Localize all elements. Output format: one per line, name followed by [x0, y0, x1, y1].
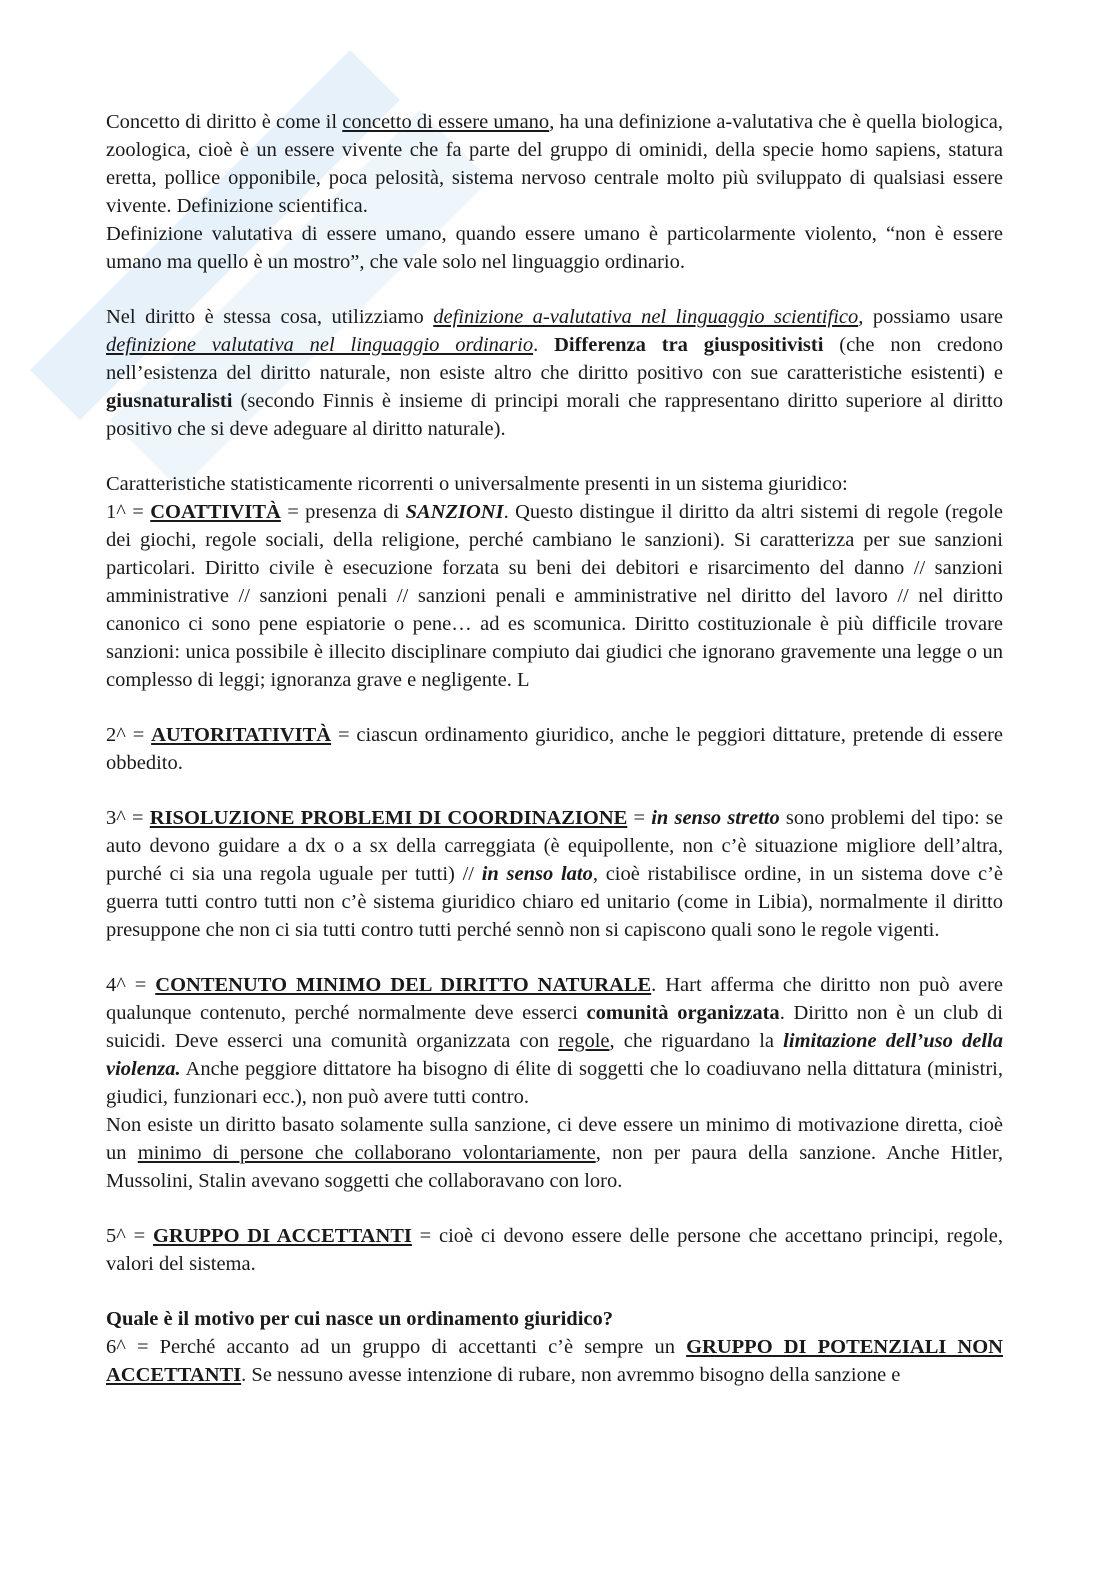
heading-contenuto-minimo: CONTENUTO MINIMO DEL DIRITTO NATURALE: [155, 974, 652, 996]
paragraph-9: Non esiste un diritto basato solamente sulla sanzione, ci deve essere un minimo di motivazione diretta, cioè un minimo di persone che collaborano volontariamente, non per paura della sanzione. Anche Hitler, Mussolini, Stalin avevano soggetti che collaboravano con loro.: [106, 1114, 1003, 1192]
characteristic-1: 1^ = COATTIVITÀ = presenza di SANZIONI. Questo distingue il diritto da altri sistemi di regole (regole dei giochi, regole sociali, della religione, perché cambiano le sanzioni). Si caratterizza per sue sanzioni particolari. Diritto civile è esecuzione forzata su beni dei debitori e risarcimento del danno // sanzioni amministrative // sanzioni penali // sanzioni penali e amministrative nel diritto del lavoro // nel diritto canonico ci sono pene espiatorie o pene… ad es scomunica. Diritto costituzionale è più difficile trovare sanzioni: unica possibile è illecito disciplinare compiuto dai giudici che ignorano gravemente una legge o un complesso di leggi; ignoranza grave e negligente. L: [106, 501, 1003, 691]
underlined-phrase: concetto di essere umano: [342, 111, 550, 133]
document-body: [106, 108, 1003, 1389]
characteristic-4: 4^ = CONTENUTO MINIMO DEL DIRITTO NATURALE. Hart afferma che diritto non può avere qualunque contenuto, perché normalmente deve esserci comunità organizzata. Diritto non è un club di suicidi. Deve esserci una comunità organizzata con regole, che riguardano la limitazione dell’uso della violenza. Anche peggiore dittatore ha bisogno di élite di soggetti che lo coadiuvano nella dittatura (ministri, giudici, funzionari ecc.), non può avere tutti contro.: [106, 974, 1004, 1108]
heading-coordinazione: RISOLUZIONE PROBLEMI DI COORDINAZIONE: [149, 807, 628, 829]
paragraph-2: Definizione valutativa di essere umano, quando essere umano è particolarmente violento, “non è essere umano ma quello è un mostro”, che vale solo nel linguaggio ordinario.: [106, 223, 1003, 273]
heading-autoritativita: AUTORITATIVITÀ: [151, 724, 332, 746]
heading-coattivita: COATTIVITÀ: [150, 501, 281, 523]
paragraph-3: Nel diritto è stessa cosa, utilizziamo definizione a-valutativa nel linguaggio scientifico, possiamo usare definizione valutativa nel linguaggio ordinario. Differenza tra giuspositivisti (che non credono nell’esistenza del diritto naturale, non esiste altro che diritto positivo con sue caratteristiche esistenti) e giusnaturalisti (secondo Finnis è insieme di principi morali che rappresentano diritto superiore al diritto positivo che si deve adeguare al diritto naturale).: [106, 306, 1004, 440]
section-question: Quale è il motivo per cui nasce un ordinamento giuridico?: [106, 1308, 613, 1330]
characteristic-3: 3^ = RISOLUZIONE PROBLEMI DI COORDINAZIONE = in senso stretto sono problemi del tipo: se auto devono guidare a dx o a sx della carreggiata (è equipollente, non c’è situazione migliore dell’altra, purché ci sia una regola uguale per tutti) // in senso lato, cioè ristabilisce ordine, in un sistema dove c’è guerra tutti contro tutti non c’è sistema giuridico chiaro ed unitario (come in Libia), normalmente il diritto presuppone che non ci sia tutti contro tutti perché sennò non si capiscono quali sono le regole vigenti.: [106, 807, 1003, 941]
paragraph-1: Concetto di diritto è come il concetto di essere umano, ha una definizione a-valutativa che è quella biologica, zoologica, cioè è un essere vivente che fa parte del gruppo di ominidi, della specie homo sapiens, statura eretta, pollice opponibile, poca pelosità, sistema nervoso centrale molto più sviluppato di qualsiasi essere vivente. Definizione scientifica.: [106, 111, 1004, 217]
characteristic-2: 2^ = AUTORITATIVITÀ = ciascun ordinamento giuridico, anche le peggiori dittature, pretende di essere obbedito.: [106, 724, 1003, 774]
heading-non-accettanti: GRUPPO DI POTENZIALI NON ACCETTANTI: [106, 1336, 1003, 1386]
heading-accettanti: GRUPPO DI ACCETTANTI: [152, 1225, 412, 1247]
characteristic-5: 5^ = GRUPPO DI ACCETTANTI = cioè ci devono essere delle persone che accettano principi, regole, valori del sistema.: [106, 1225, 1003, 1275]
characteristic-6: 6^ = Perché accanto ad un gruppo di accettanti c’è sempre un GRUPPO DI POTENZIALI NON ACCETTANTI. Se nessuno avesse intenzione di rubare, non avremmo bisogno della sanzione e: [106, 1336, 1003, 1386]
paragraph-4: Caratteristiche statisticamente ricorrenti o universalmente presenti in un sistema giuridico:: [106, 473, 848, 495]
